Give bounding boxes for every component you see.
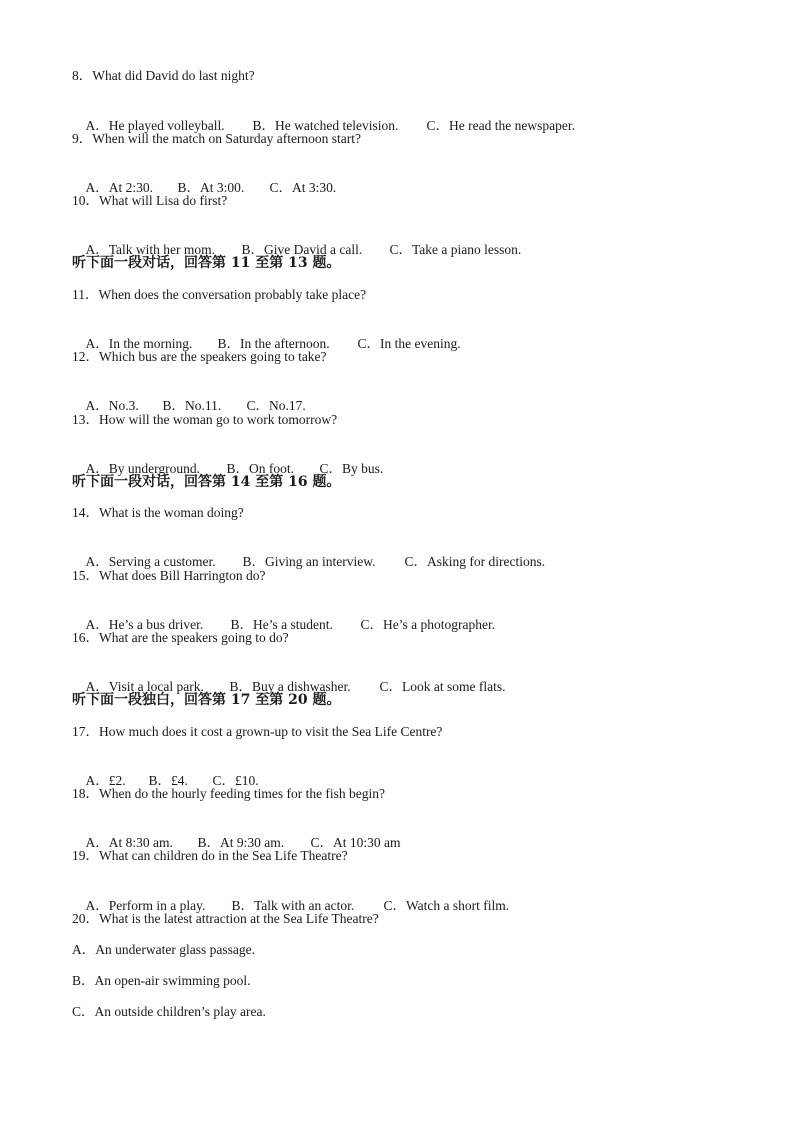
option-c: C．At 10:30 am — [310, 835, 401, 850]
question-11-stem: 11．When does the conversation probably take place? — [72, 287, 367, 302]
question-18-stem: 18．When do the hourly feeding times for the fish begin? — [72, 786, 386, 801]
option-a: A．No.3. — [85, 398, 139, 413]
option-c: C．Watch a short film. — [383, 898, 510, 913]
question-16-stem: 16．What are the speakers going to do? — [72, 630, 289, 645]
option-b: B．Buy a dishwasher. — [229, 679, 351, 694]
option-c: C．Take a piano lesson. — [389, 242, 522, 257]
option-b: B．£4. — [148, 773, 188, 788]
option-a: A．Serving a customer. — [85, 554, 216, 569]
option-c: C．No.17. — [246, 398, 306, 413]
option-a: A．By underground. — [85, 461, 200, 476]
question-15-stem: 15．What does Bill Harrington do? — [72, 568, 266, 583]
question-17-stem: 17．How much does it cost a grown-up to visit the Sea Life Centre? — [72, 724, 443, 739]
option-b: B．Give David a call. — [241, 242, 363, 257]
option-a: A．In the morning. — [85, 336, 193, 351]
option-a: A．At 2:30. — [85, 180, 153, 195]
option-c: C．He’s a photographer. — [360, 617, 496, 632]
question-20-stem: 20．What is the latest attraction at the Sea Life Theatre? — [72, 911, 379, 926]
option-b: B．On foot. — [226, 461, 294, 476]
question-20-option-c: C．An outside children’s play area. — [72, 1004, 266, 1019]
option-c: C．Look at some flats. — [379, 679, 506, 694]
option-b: B．In the afternoon. — [217, 336, 330, 351]
question-9-stem: 9．When will the match on Saturday afternoon start? — [72, 131, 362, 146]
option-b: B．Talk with an actor. — [231, 898, 355, 913]
option-b: B．He’s a student. — [230, 617, 333, 632]
question-13-stem: 13．How will the woman go to work tomorrow? — [72, 412, 338, 427]
question-14-stem: 14．What is the woman doing? — [72, 505, 244, 520]
option-a: A．£2. — [85, 773, 126, 788]
option-c: C．He read the newspaper. — [426, 118, 575, 133]
option-c: C．At 3:30. — [269, 180, 337, 195]
option-b: B．Giving an interview. — [242, 554, 376, 569]
section-heading-2: 听下面一段对话，回答第 14 至第 16 题。 — [72, 474, 341, 490]
option-a: A．Visit a local park. — [85, 679, 204, 694]
option-c: C．In the evening. — [357, 336, 461, 351]
option-a: A．Talk with her mom. — [85, 242, 216, 257]
option-c: C．By bus. — [319, 461, 384, 476]
option-a: A．Perform in a play. — [85, 898, 206, 913]
question-20-option-a: A．An underwater glass passage. — [72, 942, 255, 957]
option-b: B．At 9:30 am. — [197, 835, 285, 850]
option-b: B．He watched television. — [252, 118, 399, 133]
option-b: B．No.11. — [162, 398, 222, 413]
section-heading-1: 听下面一段对话，回答第 11 至第 13 题。 — [72, 255, 341, 271]
question-12-stem: 12．Which bus are the speakers going to take? — [72, 349, 327, 364]
option-b: B．At 3:00. — [177, 180, 245, 195]
option-a: A．He’s a bus driver. — [85, 617, 204, 632]
option-a: A．He played volleyball. — [85, 118, 225, 133]
question-20-option-b: B．An open-air swimming pool. — [72, 973, 251, 988]
section-heading-3: 听下面一段独白，回答第 17 至第 20 题。 — [72, 692, 341, 708]
question-8-stem: 8．What did David do last night? — [72, 68, 255, 83]
option-c: C．Asking for directions. — [404, 554, 546, 569]
option-a: A．At 8:30 am. — [85, 835, 173, 850]
question-19-stem: 19．What can children do in the Sea Life Theatre? — [72, 848, 348, 863]
question-10-stem: 10．What will Lisa do first? — [72, 193, 228, 208]
option-c: C．£10. — [212, 773, 259, 788]
